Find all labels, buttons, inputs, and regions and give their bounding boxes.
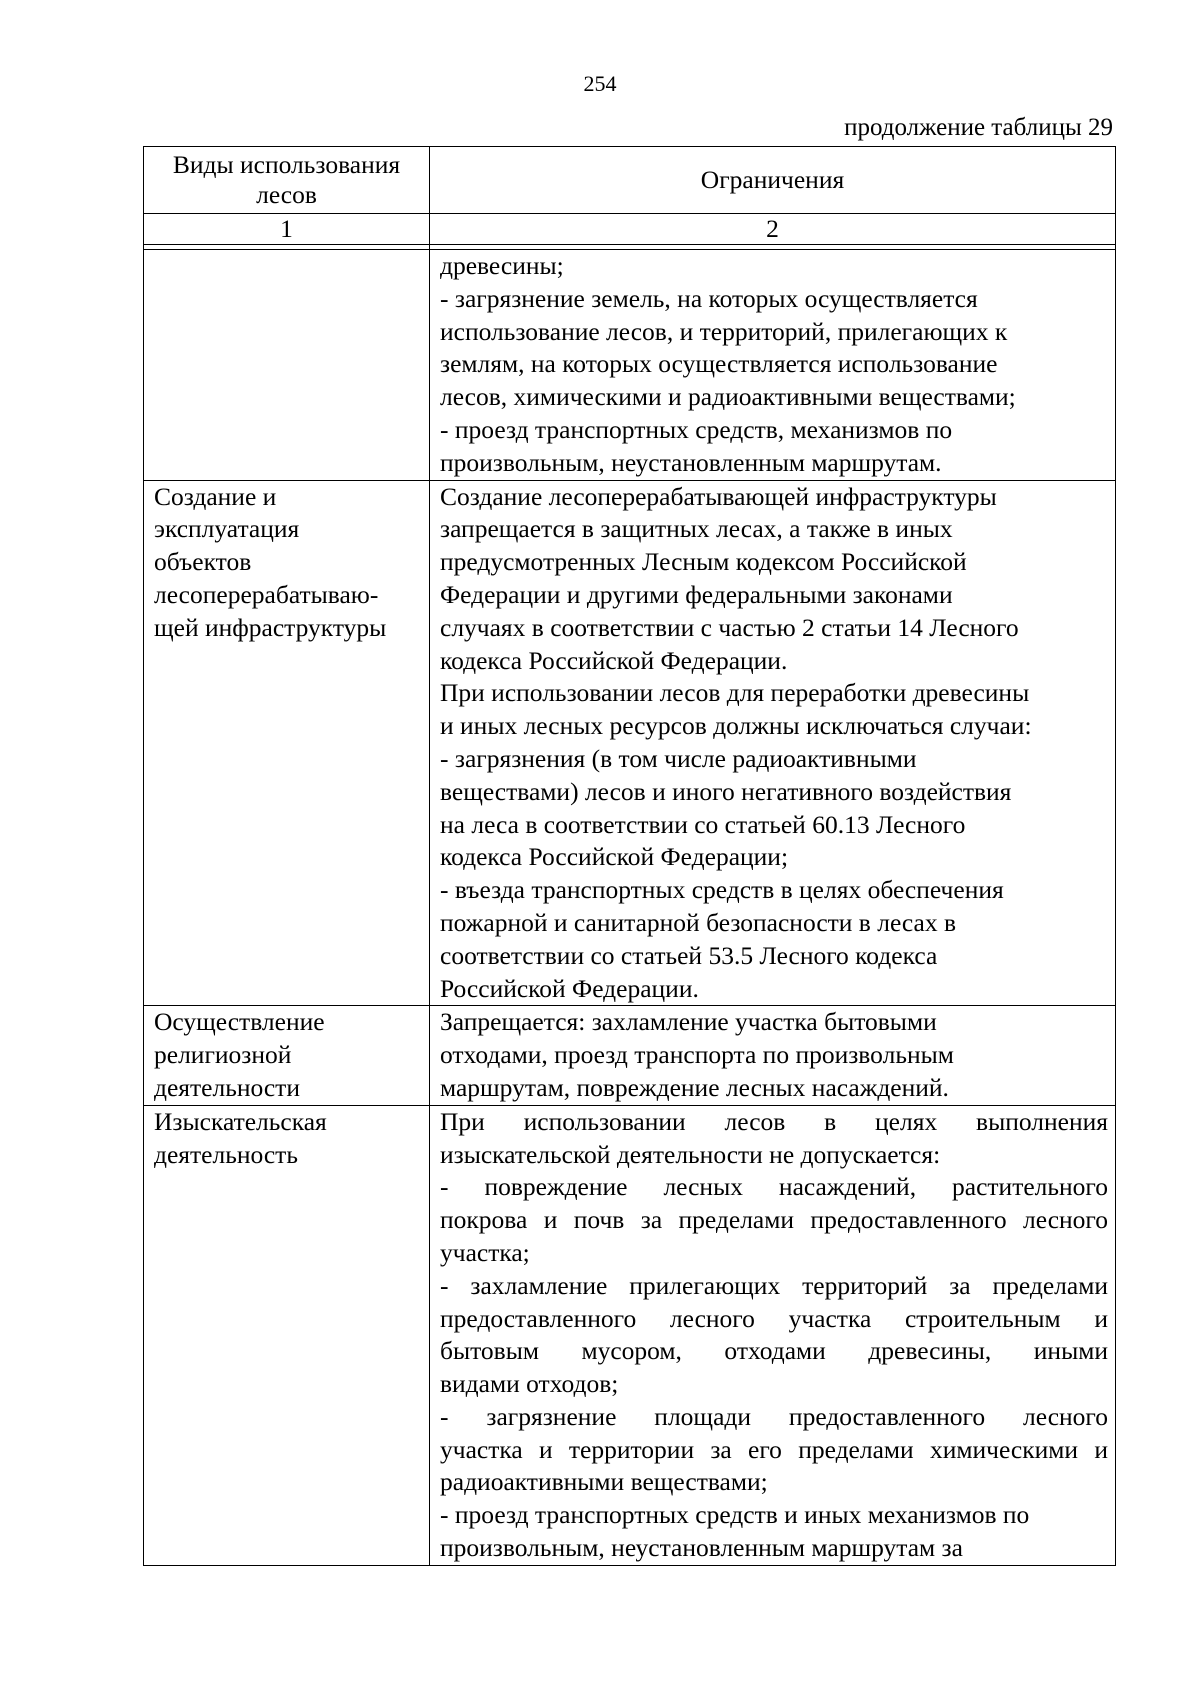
restriction-line: использование лесов, и территорий, прилегающих к bbox=[440, 316, 1008, 346]
restriction-line: При использовании лесов в целях выполнения bbox=[440, 1106, 1108, 1136]
restriction-line: предусмотренных Лесным кодексом Российской bbox=[440, 547, 967, 577]
restriction-line: веществами) лесов и иного негативного воздействия bbox=[440, 776, 1012, 806]
forest-use-type-line: Осуществление bbox=[154, 1007, 325, 1037]
column-number-1: 1 bbox=[144, 214, 430, 245]
table-continuation-label: продолжение таблицы 29 bbox=[844, 114, 1113, 141]
restriction-line: Запрещается: захламление участка бытовыми bbox=[440, 1007, 937, 1037]
restriction-line: изыскательской деятельности не допускается: bbox=[440, 1139, 941, 1169]
restriction-line: Создание лесоперерабатывающей инфраструктуры bbox=[440, 481, 997, 511]
forest-use-type-cell bbox=[144, 1006, 430, 1105]
restriction-line: предоставленного лесного участка строительным и bbox=[440, 1303, 1108, 1333]
forest-use-type-line: объектов bbox=[154, 547, 252, 577]
restriction-line: пожарной и санитарной безопасности в лесах в bbox=[440, 907, 957, 937]
restriction-line: лесов, химическими и радиоактивными веществами; bbox=[440, 382, 1016, 412]
forest-use-type-cell bbox=[144, 480, 430, 1006]
restriction-line: - загрязнение площади предоставленного лесного bbox=[440, 1401, 1108, 1431]
restriction-line: кодекса Российской Федерации; bbox=[440, 842, 789, 872]
restriction-line: - проезд транспортных средств, механизмов по bbox=[440, 414, 953, 444]
forest-use-type-cell bbox=[144, 1105, 430, 1565]
restriction-line: бытовым мусором, отходами древесины, иными bbox=[440, 1336, 1108, 1366]
restriction-line: землям, на которых осуществляется использование bbox=[440, 349, 998, 379]
restriction-line: маршрутам, повреждение лесных насаждений. bbox=[440, 1072, 949, 1102]
restriction-cell bbox=[430, 250, 1116, 481]
restriction-line: соответствии со статьей 53.5 Лесного кодекса bbox=[440, 940, 938, 970]
restriction-line: Федерации и другими федеральными законами bbox=[440, 579, 953, 609]
restriction-line: запрещается в защитных лесах, а также в иных bbox=[440, 514, 953, 544]
restriction-line: случаях в соответствии с частью 2 статьи 14 Лесного bbox=[440, 612, 1019, 642]
column-number-2: 2 bbox=[430, 214, 1116, 245]
forest-use-type-line: лесоперерабатываю- bbox=[154, 579, 379, 609]
forest-use-type-cell bbox=[144, 250, 430, 481]
restriction-line: Российской Федерации. bbox=[440, 973, 699, 1003]
table-row bbox=[144, 1006, 1116, 1105]
restriction-line: и иных лесных ресурсов должны исключаться случаи: bbox=[440, 711, 1032, 741]
restriction-line: - повреждение лесных насаждений, растительного bbox=[440, 1172, 1108, 1202]
restriction-line: кодекса Российской Федерации. bbox=[440, 645, 788, 675]
forest-use-type-line: Создание и bbox=[154, 481, 277, 511]
restriction-line: - загрязнение земель, на которых осуществляется bbox=[440, 283, 978, 313]
restriction-cell bbox=[430, 480, 1116, 1006]
restriction-line: - загрязнения (в том числе радиоактивными bbox=[440, 743, 917, 773]
restriction-line: отходами, проезд транспорта по произвольным bbox=[440, 1040, 954, 1070]
restrictions-table bbox=[143, 146, 1116, 1566]
table-row bbox=[144, 480, 1116, 1006]
restriction-line: участка и территории за его пределами химическими и bbox=[440, 1434, 1108, 1464]
restriction-line: При использовании лесов для переработки древесины bbox=[440, 678, 1030, 708]
forest-use-type-line: деятельность bbox=[154, 1139, 298, 1169]
table-row bbox=[144, 1105, 1116, 1565]
table-header-row bbox=[144, 147, 1116, 214]
restriction-line: - проезд транспортных средств и иных механизмов по bbox=[440, 1500, 1030, 1530]
restriction-cell bbox=[430, 1105, 1116, 1565]
forest-use-type-line: деятельности bbox=[154, 1072, 300, 1102]
restriction-line: покрова и почв за пределами предоставленного лесного bbox=[440, 1205, 1108, 1235]
restriction-line: - въезда транспортных средств в целях обеспечения bbox=[440, 875, 1004, 905]
page-number: 254 bbox=[583, 71, 617, 96]
header-col1-line: лесов bbox=[256, 180, 317, 209]
header-forest-use-types bbox=[144, 147, 430, 214]
restriction-line: радиоактивными веществами; bbox=[440, 1467, 768, 1497]
restriction-line: произвольным, неустановленным маршрутам за bbox=[440, 1533, 963, 1563]
header-restrictions: Ограничения bbox=[430, 147, 1116, 214]
forest-use-type-line: эксплуатация bbox=[154, 514, 300, 544]
restriction-line: произвольным, неустановленным маршрутам. bbox=[440, 447, 942, 477]
forest-use-type-line: щей инфраструктуры bbox=[154, 612, 387, 642]
restriction-cell bbox=[430, 1006, 1116, 1105]
restriction-line: видами отходов; bbox=[440, 1369, 619, 1399]
restriction-line: на леса в соответствии со статьей 60.13 Лесного bbox=[440, 809, 966, 839]
header-col1-line: Виды использования bbox=[172, 150, 401, 179]
restriction-line: - захламление прилегающих территорий за пределами bbox=[440, 1270, 1108, 1300]
forest-use-type-line: религиозной bbox=[154, 1040, 292, 1070]
column-number-row bbox=[144, 214, 1116, 245]
table-row bbox=[144, 250, 1116, 481]
restriction-line: участка; bbox=[440, 1237, 530, 1267]
forest-use-type-line: Изыскательская bbox=[154, 1106, 327, 1136]
restriction-line: древесины; bbox=[440, 251, 564, 280]
